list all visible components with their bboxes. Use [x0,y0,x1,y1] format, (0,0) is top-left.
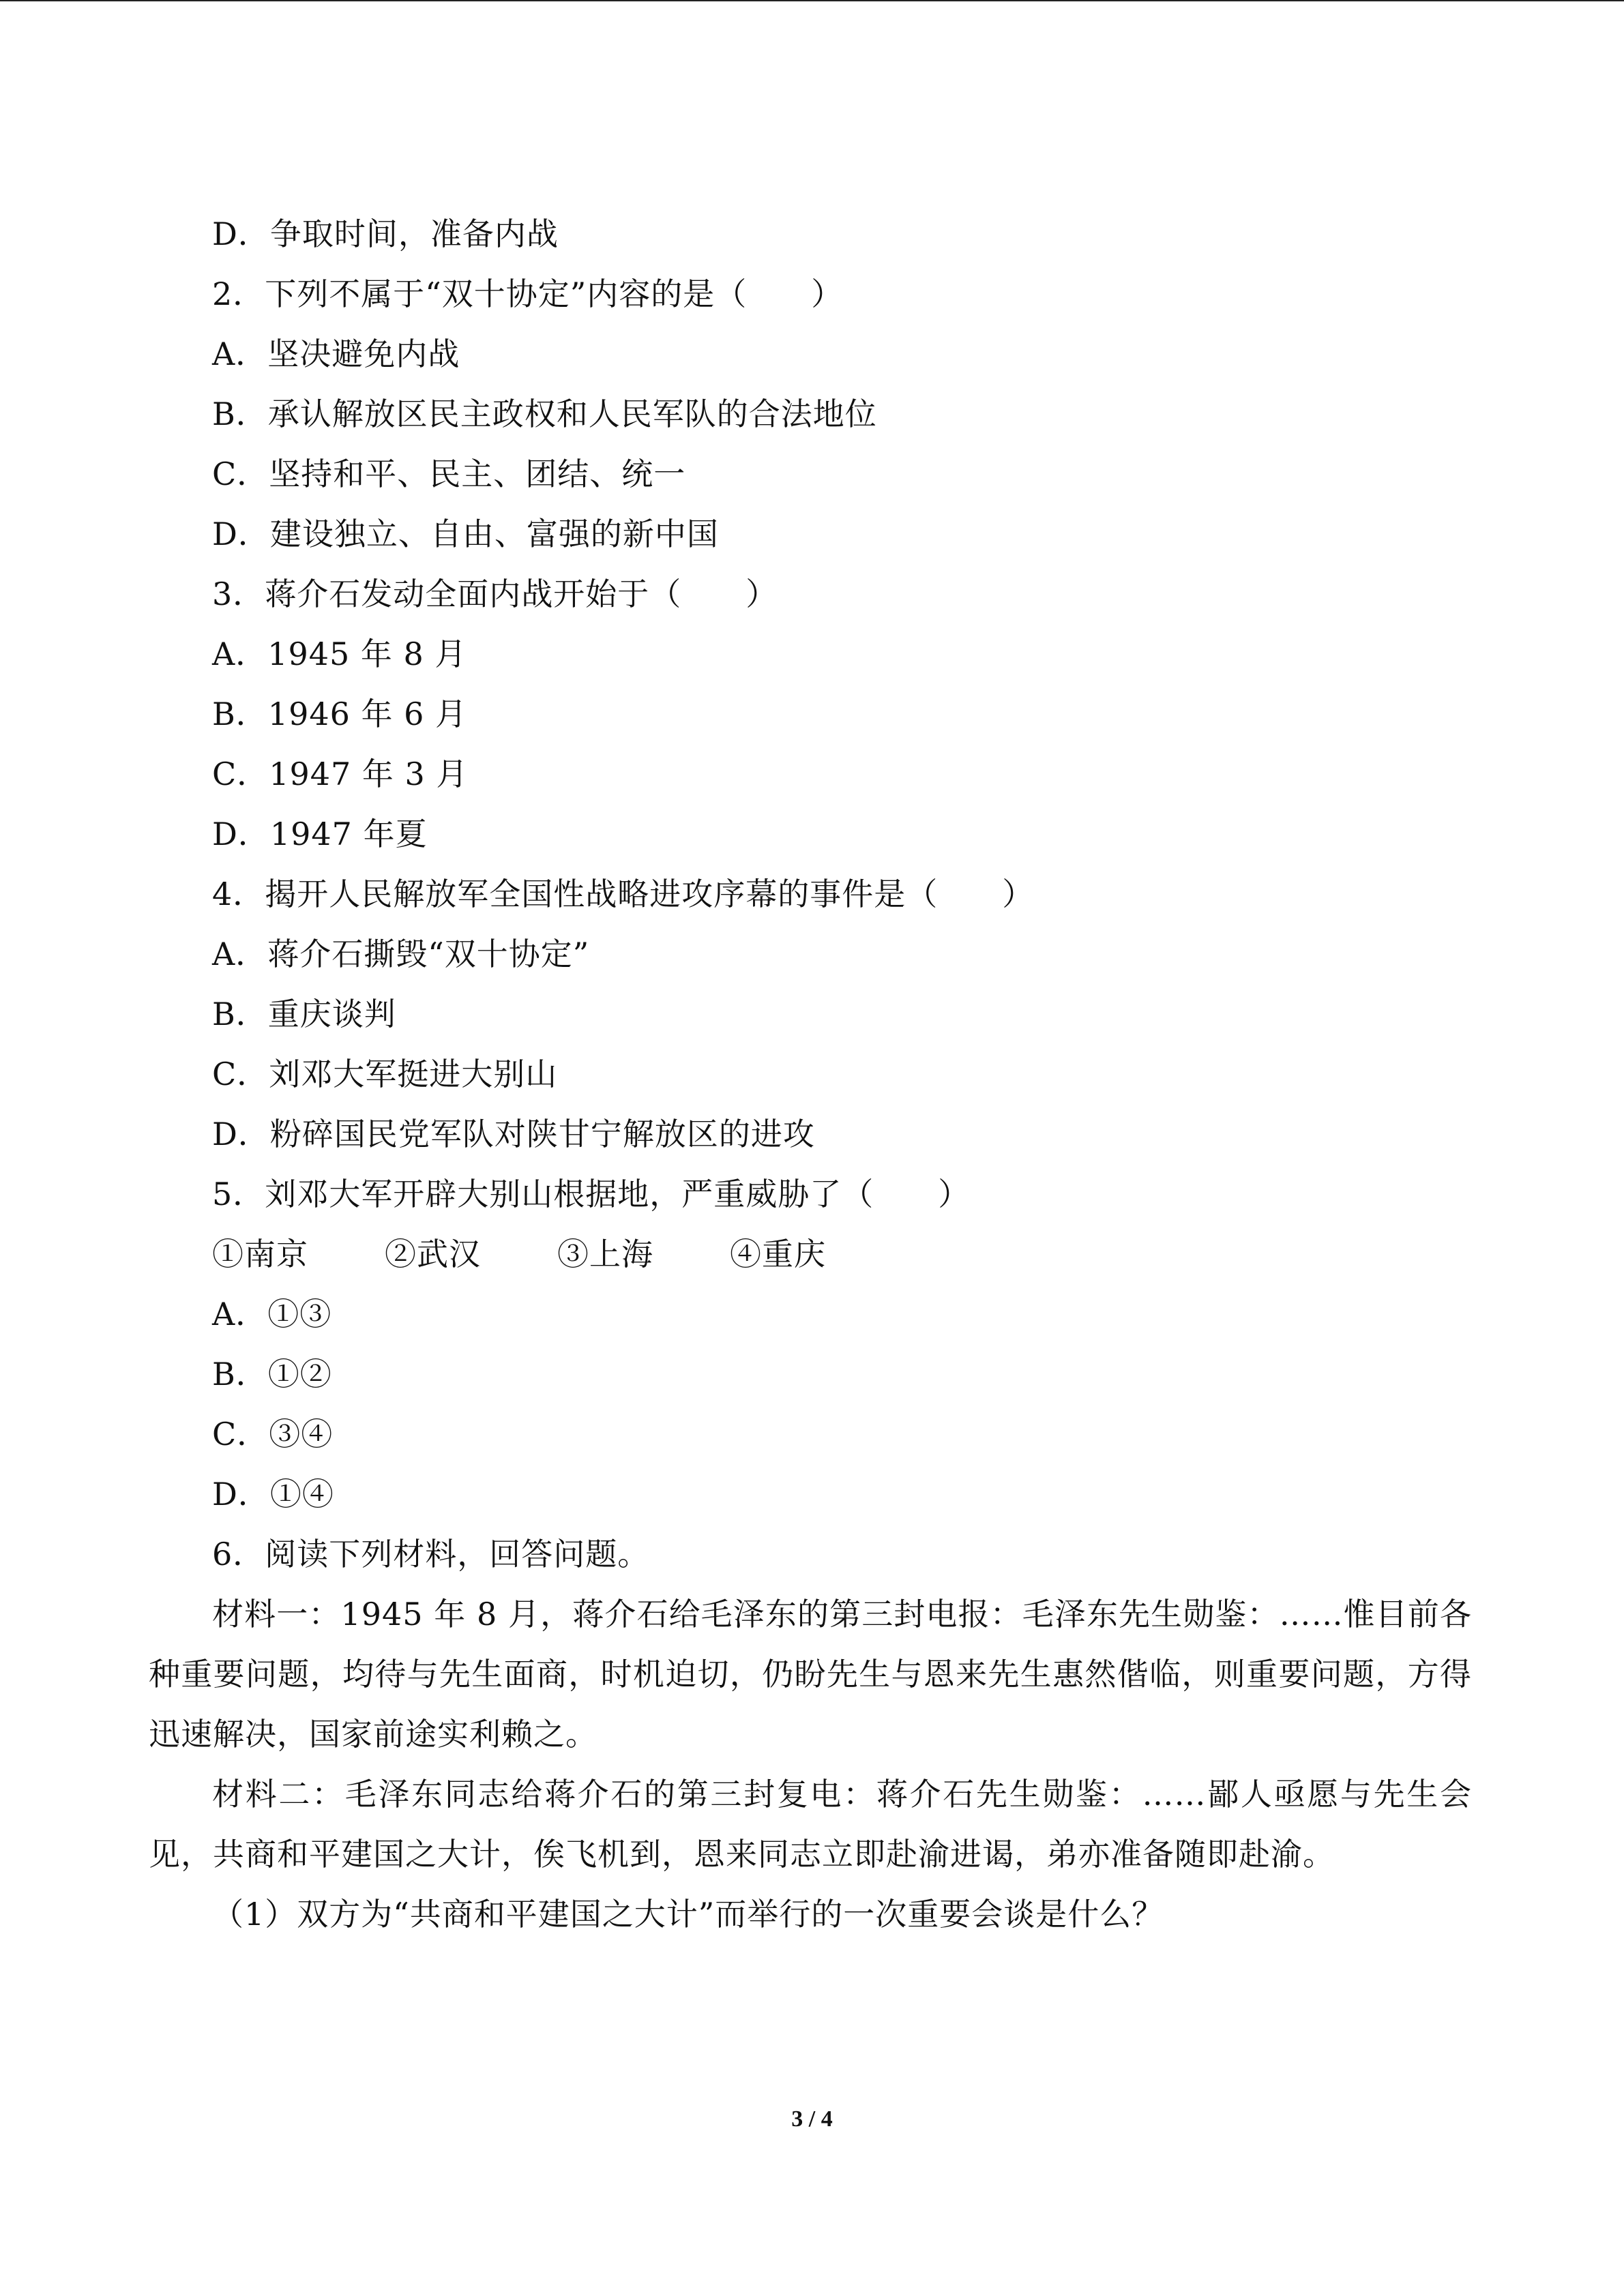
question-2: 2．下列不属于“双十协定”内容的是（ ） [212,275,844,312]
q5-option-a: A．①③ [212,1296,332,1332]
q5-option-b: B．①② [212,1356,332,1392]
page-number: 3 / 4 [791,2106,833,2132]
q5-item-wuhan: ②武汉 [385,1236,481,1272]
q4-option-a: A．蒋介石撕毁“双十协定” [212,936,590,972]
material-1: 材料一：1945 年 8 月，蒋介石给毛泽东的第三封电报：毛泽东先生勋鉴：……惟目前各种重要问题，均待与先生面商，时机迫切，仍盼先生与恩来先生惠然偕临，则重要问题，方得迅速解决，国家前途实利赖之。 [149,1596,1472,1753]
q2-option-c: C．坚持和平、民主、团结、统一 [212,456,686,492]
q2-option-b: B．承认解放区民主政权和人民军队的合法地位 [212,396,877,432]
q4-option-d: D．粉碎国民党军队对陕甘宁解放区的进攻 [212,1116,815,1152]
q3-option-d: D．1947 年夏 [212,816,428,852]
question-4: 4．揭开人民解放军全国性战略进攻序幕的事件是（ ） [212,876,1035,912]
q4-option-c: C．刘邓大军挺进大别山 [212,1056,558,1092]
q5-item-nanjing: ①南京 [212,1236,308,1272]
q3-option-b: B．1946 年 6 月 [212,696,468,732]
question-5: 5．刘邓大军开辟大别山根据地，严重威胁了（ ） [212,1176,971,1212]
q4-option-b: B．重庆谈判 [212,996,396,1032]
q3-option-a: A．1945 年 8 月 [212,636,467,672]
q5-item-chongqing: ④重庆 [730,1236,826,1272]
q3-option-c: C．1947 年 3 月 [212,756,469,792]
q5-option-c: C．③④ [212,1416,334,1452]
material-2: 材料二：毛泽东同志给蒋介石的第三封复电：蒋介石先生勋鉴：……鄙人亟愿与先生会见，共商和平建国之大计，俟飞机到，恩来同志立即赴渝进谒，弟亦准备随即赴渝。 [149,1776,1472,1873]
sub-question-1: （1）双方为“共商和平建国之大计”而举行的一次重要会谈是什么？ [212,1896,1164,1933]
top-border-line [0,0,1624,1]
q5-items [212,1234,826,1274]
question-6: 6．阅读下列材料，回答问题。 [212,1536,650,1572]
q1-option-d: D．争取时间，准备内战 [212,215,559,252]
q5-option-d: D．①④ [212,1476,334,1512]
question-3: 3．蒋介石发动全面内战开始于（ ） [212,576,778,612]
q2-option-a: A．坚决避免内战 [212,336,460,372]
q2-option-d: D．建设独立、自由、富强的新中国 [212,516,719,552]
q5-item-shanghai: ③上海 [557,1236,653,1272]
